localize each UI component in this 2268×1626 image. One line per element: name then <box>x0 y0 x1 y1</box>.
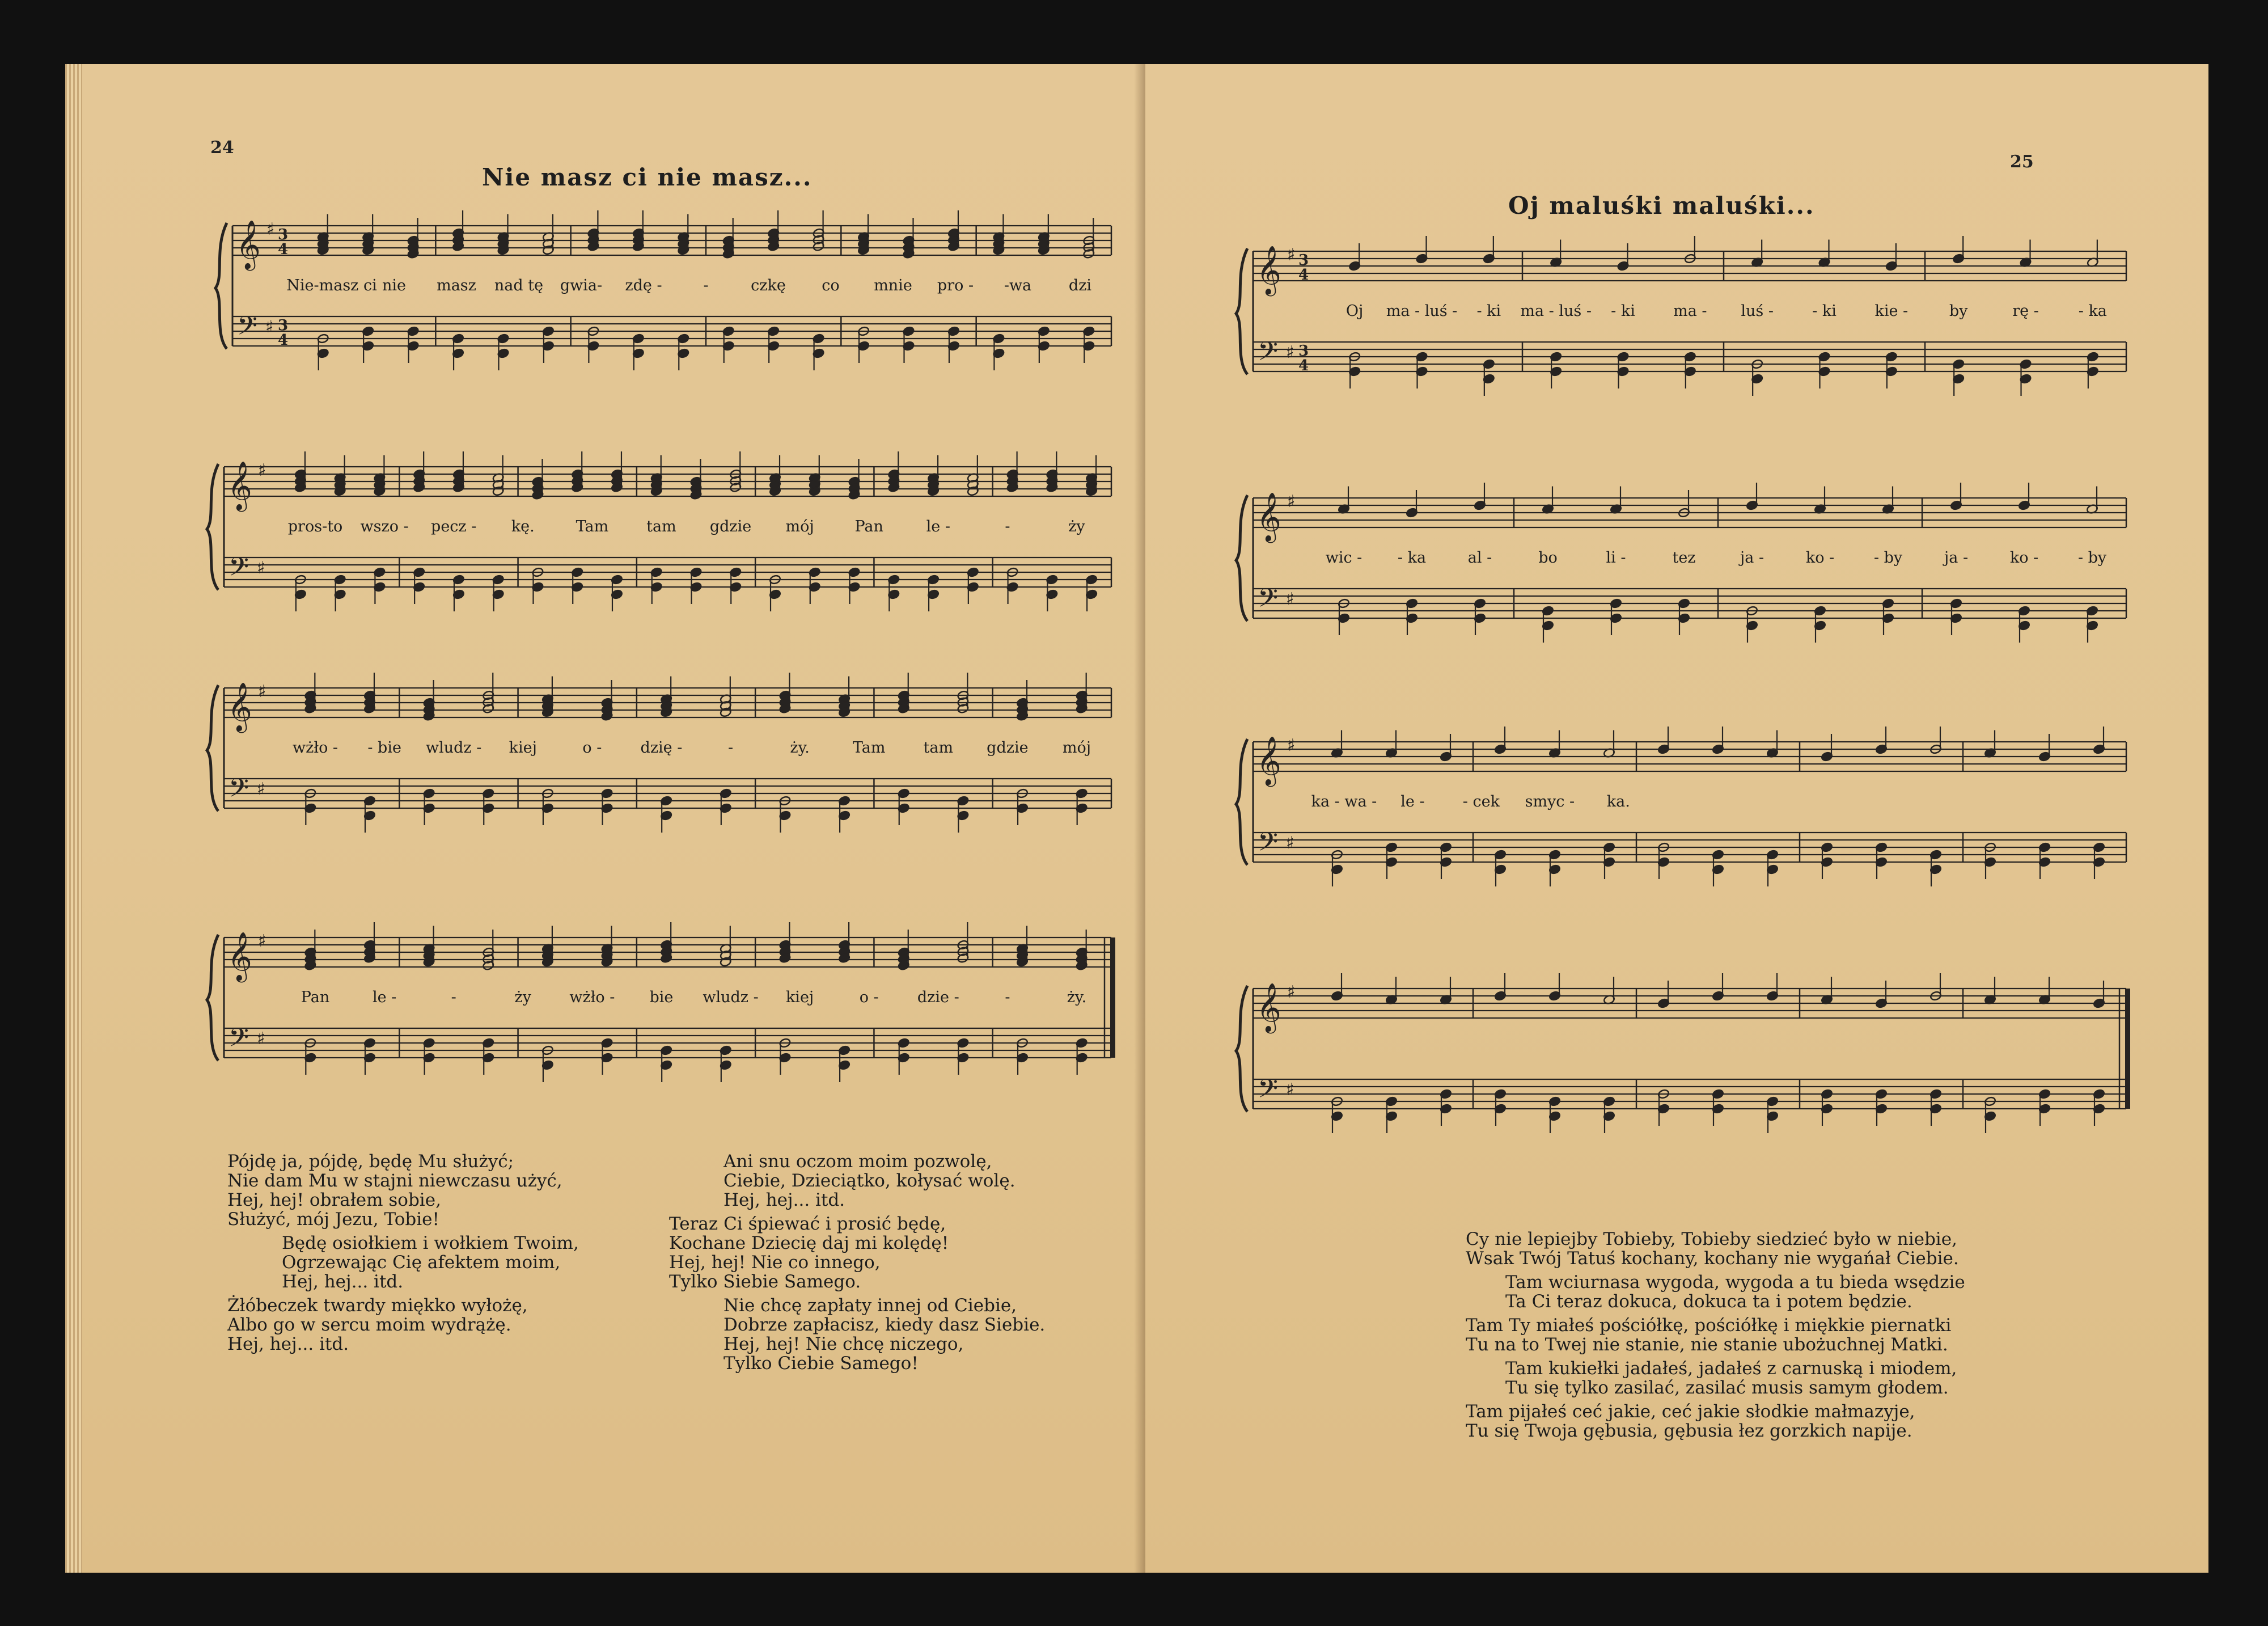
svg-text:♯: ♯ <box>265 317 274 337</box>
svg-text:3: 3 <box>278 226 289 243</box>
svg-text:𝄞: 𝄞 <box>227 682 252 731</box>
staff-notation <box>1230 977 2132 1130</box>
svg-text:♯: ♯ <box>1286 1080 1294 1100</box>
lyric-syllable: smyc - <box>1525 793 1575 810</box>
lyric-syllable: ma - luś - <box>1386 302 1458 320</box>
verse-line: Tylko Siebie Samego. <box>669 1272 861 1292</box>
lyric-syllable: - ki <box>1812 302 1837 320</box>
lyric-syllable: al - <box>1467 549 1492 567</box>
stanza <box>1466 1316 1965 1354</box>
svg-text:♯: ♯ <box>266 219 275 239</box>
svg-text:𝄢: 𝄢 <box>229 1023 249 1059</box>
lyric-syllable: gdzie <box>709 518 752 535</box>
verse-line: Ta Ci teraz dokuca, dokuca ta i potem będzie. <box>1505 1291 1912 1312</box>
svg-text:𝄞: 𝄞 <box>227 461 252 510</box>
lyric-syllable: ży <box>514 989 532 1006</box>
lyric-syllable: - by <box>2077 549 2107 567</box>
svg-text:♯: ♯ <box>258 931 266 951</box>
lyric-syllable: czkę <box>751 277 786 294</box>
verse-line: Ani snu oczom moim pozwolę, <box>723 1151 992 1172</box>
lyric-syllable: - ki <box>1476 302 1501 320</box>
lyric-syllable: ma - luś - <box>1520 302 1592 320</box>
lyric-syllable: ka - wa - <box>1311 793 1377 810</box>
lyric-syllable: ja - <box>1740 549 1765 567</box>
svg-text:♯: ♯ <box>1287 492 1296 512</box>
lyric-syllable: - by <box>1873 549 1903 567</box>
svg-text:♯: ♯ <box>1286 833 1294 853</box>
lyric-syllable: dzi <box>1068 277 1092 294</box>
lyric-syllable: bie <box>649 989 674 1006</box>
song-title: Nie masz ci nie masz... <box>482 163 813 191</box>
music-system <box>201 677 1117 830</box>
svg-text:♯: ♯ <box>1287 245 1296 265</box>
music-system <box>1230 487 2132 640</box>
verse-line: Teraz Ci śpiewać i prosić będę, <box>669 1214 946 1234</box>
lyric-syllable: dzię - <box>640 739 683 757</box>
svg-text:3: 3 <box>1298 343 1309 360</box>
stanza <box>1466 1230 1965 1268</box>
svg-text:4: 4 <box>278 332 289 349</box>
svg-text:♯: ♯ <box>258 682 266 702</box>
lyric-syllable: pro - <box>937 277 974 294</box>
verse-line: Hej, hej... itd. <box>282 1272 404 1292</box>
lyric-syllable: - <box>451 989 456 1006</box>
music-system <box>201 455 1117 609</box>
svg-text:♯: ♯ <box>257 558 265 578</box>
verses-column-2 <box>669 1152 1045 1378</box>
lyric-syllable: ko - <box>1805 549 1835 567</box>
lyric-syllable: rę - <box>2012 302 2039 320</box>
svg-text:3: 3 <box>1298 252 1309 269</box>
verse-line: Tu się tylko zasilać, zasilać musis samym głodem. <box>1505 1378 1949 1398</box>
verse-line: Tam Ty miałeś pościółkę, pościółkę i miękkie piernatki <box>1466 1315 1952 1336</box>
lyric-syllable: Tam <box>852 739 886 757</box>
lyric-syllable: le - <box>372 989 397 1006</box>
stanza <box>227 1152 579 1229</box>
page-edge <box>65 64 82 1573</box>
svg-text:𝄢: 𝄢 <box>1258 1074 1279 1110</box>
svg-text:𝄞: 𝄞 <box>1256 492 1281 541</box>
lyric-syllable: kę. <box>511 518 535 535</box>
lyric-syllable: -wa <box>1004 277 1032 294</box>
lyric-syllable: masz <box>437 277 476 294</box>
lyric-syllable: ży. <box>790 739 810 757</box>
lyric-syllable: - ki <box>1611 302 1635 320</box>
lyric-syllable: nie <box>382 277 407 294</box>
verse-line: Cy nie lepiejby Tobieby, Tobieby siedzieć było w niebie, <box>1466 1229 1957 1249</box>
lyric-syllable: o - <box>582 739 602 757</box>
svg-text:4: 4 <box>278 241 289 258</box>
verse-line: Hej, hej... itd. <box>723 1190 845 1210</box>
lyric-syllable: wżło - <box>293 739 338 757</box>
svg-text:𝄢: 𝄢 <box>229 773 249 810</box>
svg-text:𝄢: 𝄢 <box>1258 827 1279 864</box>
svg-text:4: 4 <box>1298 357 1309 374</box>
lyric-syllable: Pan <box>301 989 330 1006</box>
verse-line: Ciebie, Dzieciątko, kołysać wolę. <box>723 1171 1015 1191</box>
stanza <box>669 1296 1045 1373</box>
svg-text:𝄞: 𝄞 <box>1256 736 1281 785</box>
verse-line: Nie dam Mu w stajni niewczasu użyć, <box>227 1171 562 1191</box>
lyric-syllable: co <box>822 277 840 294</box>
verse-line: Wsak Twój Tatuś kochany, kochany nie wygańał Ciebie. <box>1466 1248 1959 1269</box>
verses-column-1 <box>227 1152 579 1358</box>
verse-line: Kochane Dziecię daj mi kolędę! <box>669 1233 949 1253</box>
verse-line: Ogrzewając Cię afektem moim, <box>282 1252 561 1273</box>
lyric-syllable: le - <box>926 518 950 535</box>
verse-line: Albo go w sercu moim wydrążę. <box>227 1315 511 1335</box>
lyric-syllable: - ka <box>1397 549 1427 567</box>
lyric-syllable: - ka <box>2078 302 2107 320</box>
svg-text:4: 4 <box>1298 267 1309 284</box>
lyric-syllable: mnie <box>874 277 912 294</box>
lyric-syllable: - <box>703 277 709 294</box>
verse-line: Nie chcę zapłaty innej od Ciebie, <box>723 1295 1017 1316</box>
lyric-syllable: ja - <box>1944 549 1969 567</box>
svg-text:𝄢: 𝄢 <box>1258 583 1279 620</box>
right-page <box>1145 64 2208 1573</box>
svg-text:𝄢: 𝄢 <box>229 552 249 589</box>
lyric-syllable: - <box>1005 518 1010 535</box>
lyric-syllable: o - <box>859 989 879 1006</box>
left-page <box>65 64 1145 1573</box>
lyric-syllable: pros-to <box>287 518 343 535</box>
verse-line: Tam pijałeś ceć jakie, ceć jakie słodkie małmazyje, <box>1466 1401 1915 1422</box>
lyric-syllable: mój <box>785 518 814 535</box>
lyric-syllable: le - <box>1400 793 1425 810</box>
stanza <box>1466 1273 1965 1311</box>
lyric-syllable: by <box>1949 302 1968 320</box>
svg-text:♯: ♯ <box>1287 736 1296 755</box>
lyric-syllable: Oj <box>1345 302 1364 320</box>
svg-text:♯: ♯ <box>257 779 265 799</box>
lyric-syllable: gwia- <box>560 277 603 294</box>
lyric-syllable: wic - <box>1325 549 1363 567</box>
verse-line: Służyć, mój Jezu, Tobie! <box>227 1209 439 1230</box>
lyric-syllable: bo <box>1538 549 1558 567</box>
lyric-syllable: wżło - <box>569 989 615 1006</box>
svg-text:𝄞: 𝄞 <box>236 220 261 269</box>
stanza <box>227 1234 579 1291</box>
lyric-syllable: wludz - <box>703 989 759 1006</box>
lyric-syllable: - <box>727 739 734 757</box>
lyric-syllable: wludz - <box>426 739 482 757</box>
stanza <box>669 1214 1045 1291</box>
verse-line: Tylko Ciebie Samego! <box>723 1353 919 1374</box>
lyric-syllable: nad tę <box>494 277 544 294</box>
stanza <box>1466 1402 1965 1441</box>
lyric-syllable: - bie <box>367 739 401 757</box>
music-system <box>1230 730 2132 884</box>
svg-text:𝄞: 𝄞 <box>1256 983 1281 1032</box>
verse-line: Tam wciurnasa wygoda, wygoda a tu bieda wsędzie <box>1505 1272 1965 1293</box>
lyric-syllable: Tam <box>576 518 609 535</box>
lyric-syllable: kiej <box>785 989 814 1006</box>
stanza <box>227 1296 579 1354</box>
lyric-syllable: wszo - <box>360 518 409 535</box>
svg-text:♯: ♯ <box>1286 343 1294 362</box>
stanza <box>669 1152 1045 1210</box>
music-system <box>201 926 1117 1079</box>
lyric-syllable: dzie - <box>917 989 959 1006</box>
verse-line: Będę osiołkiem i wołkiem Twoim, <box>282 1233 579 1253</box>
music-system <box>1230 240 2132 393</box>
svg-text:𝄢: 𝄢 <box>1258 336 1279 373</box>
svg-text:𝄢: 𝄢 <box>237 311 258 348</box>
svg-text:3: 3 <box>278 317 289 334</box>
verse-line: Tam kukiełki jadałeś, jadałeś z carnuską i miodem, <box>1505 1358 1957 1379</box>
lyric-syllable: tez <box>1672 549 1696 567</box>
music-system <box>1230 977 2132 1130</box>
verse-line: Żłóbeczek twardy miękko wyłożę, <box>227 1295 528 1316</box>
lyric-syllable: Pan <box>854 518 883 535</box>
lyric-syllable: - <box>1005 989 1010 1006</box>
verse-line: Dobrze zapłacisz, kiedy dasz Siebie. <box>723 1315 1046 1335</box>
lyric-syllable: - cek <box>1462 793 1500 810</box>
verse-line: Hej, hej... itd. <box>227 1334 349 1354</box>
lyric-syllable: ży <box>1068 518 1085 535</box>
stanza <box>1466 1359 1965 1397</box>
page-number: 25 <box>2010 152 2034 172</box>
lyric-syllable: kiej <box>509 739 537 757</box>
lyric-syllable: li - <box>1606 549 1626 567</box>
verse-line: Tu na to Twej nie stanie, nie stanie ubożuchnej Matki. <box>1466 1334 1948 1355</box>
page-number: 24 <box>210 138 234 158</box>
lyric-syllable: ka. <box>1606 793 1630 810</box>
lyric-syllable: tam <box>646 518 676 535</box>
verse-line: Hej, hej! obrałem sobie, <box>227 1190 441 1210</box>
lyric-syllable: ży. <box>1067 989 1087 1006</box>
verses <box>1466 1230 1965 1445</box>
svg-text:♯: ♯ <box>257 1029 265 1049</box>
lyric-syllable: ko - <box>2009 549 2039 567</box>
lyric-syllable: gdzie <box>987 739 1029 757</box>
svg-text:♯: ♯ <box>1286 589 1294 609</box>
lyric-syllable: Nie-masz ci <box>286 277 377 294</box>
lyric-syllable: ma - <box>1673 302 1707 320</box>
svg-text:♯: ♯ <box>258 461 266 480</box>
lyric-syllable: pecz - <box>431 518 477 535</box>
lyric-syllable: zdę - <box>625 277 662 294</box>
verse-line: Pójdę ja, pójdę, będę Mu służyć; <box>227 1151 514 1172</box>
svg-text:𝄞: 𝄞 <box>1256 246 1281 294</box>
lyric-syllable: tam <box>923 739 954 757</box>
lyric-syllable: mój <box>1062 739 1091 757</box>
verse-line: Tu się Twoja gębusia, gębusia łez gorzkich napije. <box>1466 1421 1912 1441</box>
svg-text:𝄞: 𝄞 <box>227 932 252 981</box>
book-spread <box>65 64 2208 1573</box>
song-title: Oj maluśki maluśki... <box>1508 192 1815 219</box>
lyric-syllable: luś - <box>1741 302 1774 320</box>
verse-line: Hej, hej! Nie co innego, <box>669 1252 881 1273</box>
svg-text:♯: ♯ <box>1287 982 1296 1002</box>
music-system <box>210 214 1117 368</box>
verse-line: Hej, hej! Nie chcę niczego, <box>723 1334 964 1354</box>
lyric-syllable: kie - <box>1875 302 1909 320</box>
